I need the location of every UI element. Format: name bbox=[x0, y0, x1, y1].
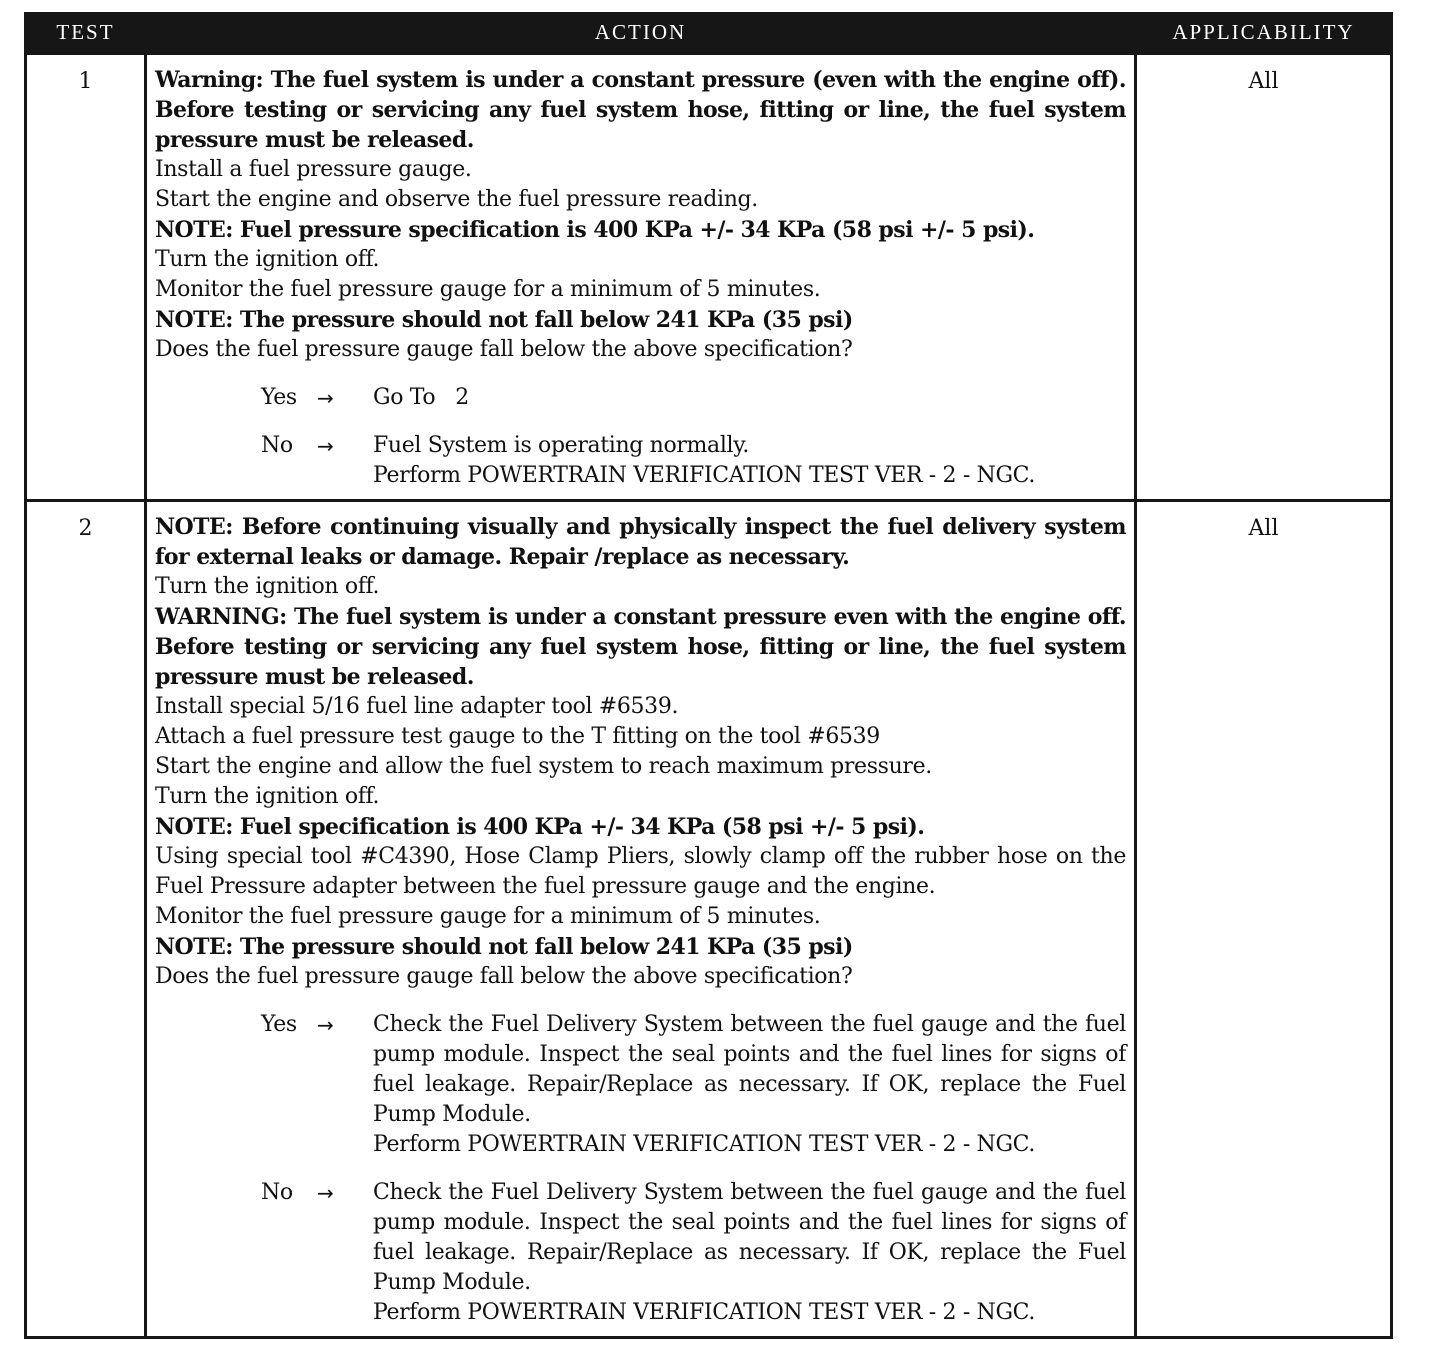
yes-result bbox=[373, 383, 1126, 413]
no-result bbox=[373, 1178, 1126, 1328]
yes-branch bbox=[261, 383, 1126, 413]
action-step: Start the engine and allow the fuel system to reach maximum pressure. bbox=[155, 754, 932, 779]
action-step: Monitor the fuel pressure gauge for a minimum of 5 minutes. bbox=[155, 277, 821, 302]
header-applicability: APPLICABILITY bbox=[1136, 12, 1392, 54]
action-step: Start the engine and observe the fuel pressure reading. bbox=[155, 187, 758, 212]
perform-test-link[interactable]: Perform POWERTRAIN VERIFICATION TEST VER - 2 - NGC. bbox=[373, 463, 1036, 488]
goto-link[interactable]: Go To 2 bbox=[373, 385, 469, 410]
yes-branch bbox=[261, 1010, 1126, 1160]
diagnostic-test-table bbox=[24, 12, 1393, 1339]
header-test: TEST bbox=[26, 12, 146, 54]
yes-result-text: Check the Fuel Delivery System between the fuel gauge and the fuel pump module. Inspect the seal points and the fuel lines for signs of fuel leakage. Repair/Replace as necessary. If OK, replace the Fuel Pump Module. bbox=[373, 1012, 1126, 1127]
applicability-value: All bbox=[1136, 54, 1392, 501]
no-label: No bbox=[261, 433, 293, 458]
action-step: Turn the ignition off. bbox=[155, 247, 380, 272]
test-action bbox=[146, 501, 1136, 1338]
question-text: Does the fuel pressure gauge fall below the above specification? bbox=[155, 964, 853, 989]
perform-test-link[interactable]: Perform POWERTRAIN VERIFICATION TEST VER - 2 - NGC. bbox=[373, 1300, 1036, 1325]
no-label: No bbox=[261, 1180, 293, 1205]
no-branch bbox=[261, 1178, 1126, 1328]
no-result-text: Check the Fuel Delivery System between the fuel gauge and the fuel pump module. Inspect the seal points and the fuel lines for signs of fuel leakage. Repair/Replace as necessary. If OK, replace the Fuel Pump Module. bbox=[373, 1180, 1126, 1295]
arrow-right-icon: → bbox=[317, 434, 334, 458]
note-text: NOTE: The pressure should not fall below 241 KPa (35 psi) bbox=[155, 934, 853, 960]
yes-label: Yes bbox=[261, 385, 297, 410]
test-action bbox=[146, 54, 1136, 501]
note-text: NOTE: Fuel pressure specification is 400 KPa +/- 34 KPa (58 psi +/- 5 psi). bbox=[155, 217, 1035, 243]
perform-test-link[interactable]: Perform POWERTRAIN VERIFICATION TEST VER - 2 - NGC. bbox=[373, 1132, 1036, 1157]
action-step: Monitor the fuel pressure gauge for a minimum of 5 minutes. bbox=[155, 904, 821, 929]
arrow-right-icon: → bbox=[317, 386, 334, 410]
test-number: 1 bbox=[26, 54, 146, 501]
yes-label: Yes bbox=[261, 1012, 297, 1037]
action-step: Install special 5/16 fuel line adapter tool #6539. bbox=[155, 694, 679, 719]
question-text: Does the fuel pressure gauge fall below the above specification? bbox=[155, 337, 853, 362]
note-text: NOTE: Fuel specification is 400 KPa +/- 34 KPa (58 psi +/- 5 psi). bbox=[155, 814, 925, 840]
arrow-right-icon: → bbox=[317, 1013, 334, 1037]
warning-text: WARNING: The fuel system is under a constant pressure even with the engine off. Before testing or servicing any fuel system hose, fitting or line, the fuel system pressure must be released. bbox=[155, 604, 1126, 690]
table-header bbox=[26, 12, 1392, 54]
yes-result bbox=[373, 1010, 1126, 1160]
warning-text: Warning: The fuel system is under a constant pressure (even with the engine off). Before testing or servicing any fuel system hose, fitting or line, the fuel system pressure must be released. bbox=[155, 67, 1126, 153]
test-number: 2 bbox=[26, 501, 146, 1338]
header-action: ACTION bbox=[146, 12, 1136, 54]
no-result-text: Fuel System is operating normally. bbox=[373, 433, 749, 458]
note-text: NOTE: Before continuing visually and physically inspect the fuel delivery system for external leaks or damage. Repair /replace as necessary. bbox=[155, 514, 1126, 570]
action-step: Attach a fuel pressure test gauge to the T fitting on the tool #6539 bbox=[155, 724, 880, 749]
action-step: Using special tool #C4390, Hose Clamp Pliers, slowly clamp off the rubber hose on the Fuel Pressure adapter between the fuel pressure gauge and the engine. bbox=[155, 844, 1126, 899]
action-step: Install a fuel pressure gauge. bbox=[155, 157, 472, 182]
action-step: Turn the ignition off. bbox=[155, 784, 380, 809]
applicability-value: All bbox=[1136, 501, 1392, 1338]
no-branch bbox=[261, 431, 1126, 491]
test-row-2 bbox=[26, 501, 1392, 1338]
note-text: NOTE: The pressure should not fall below 241 KPa (35 psi) bbox=[155, 307, 853, 333]
action-step: Turn the ignition off. bbox=[155, 574, 380, 599]
test-row-1 bbox=[26, 54, 1392, 501]
no-result bbox=[373, 431, 1126, 491]
arrow-right-icon: → bbox=[317, 1181, 334, 1205]
